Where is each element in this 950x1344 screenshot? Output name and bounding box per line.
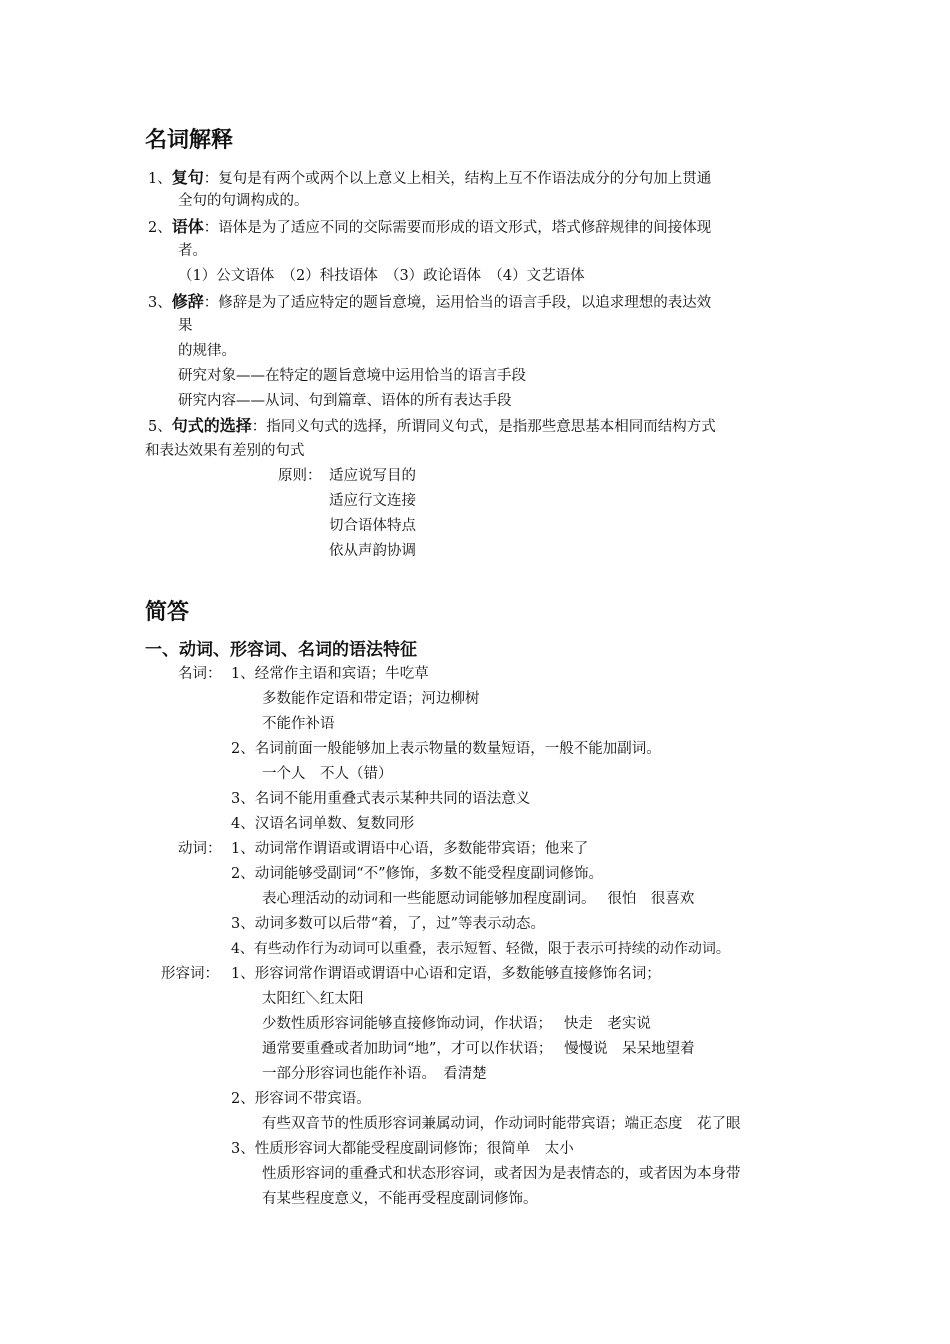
noun-point: 1、经常作主语和宾语；牛吃草 [231,666,429,682]
adjective-point: 一部分形容词也能作补语。 看清楚 [262,1066,487,1082]
verb-point: 2、动词能够受副词“不”修饰，多数不能受程度副词修饰。 [231,866,604,882]
verb-point: 3、动词多数可以后带“着，了，过”等表示动态。 [231,916,546,932]
item-number: 3、 [148,295,172,311]
noun-point: 一个人 不人（错） [262,766,393,782]
principle-item: 切合语体特点 [329,518,416,534]
principle-item: 依从声韵协调 [329,543,416,559]
definition-continuation: 和表达效果有差别的句式 [145,443,305,459]
research-object-line: 研究对象——在特定的题旨意境中运用恰当的语言手段 [178,368,526,384]
noun-point: 4、汉语名词单数、复数同形 [231,816,415,832]
glossary-item-register [148,216,711,239]
term-definition: ：修辞是为了适应特定的题旨意境，运用恰当的语言手段，以追求理想的表达效 [203,295,712,311]
adjective-point: 2、形容词不带宾语。 [231,1091,371,1107]
section-title-short-answer: 简答 [145,600,190,625]
section-title-glossary: 名词解释 [145,128,234,153]
adjective-point: 1、形容词常作谓语或谓语中心语和定语，多数能够直接修饰名词； [231,966,661,982]
register-types-line: （1）公文语体 （2）科技语体 （3）政论语体 （4）文艺语体 [178,268,585,284]
definition-continuation: 者。 [178,243,207,259]
glossary-item-rhetoric [148,291,711,314]
glossary-item-sentence-choice [148,415,716,438]
item-number: 1、 [148,171,172,187]
term-label: 修辞 [171,292,204,311]
noun-point: 2、名词前面一般能够加上表示物量的数量短语，一般不能加副词。 [231,741,661,757]
adjective-point: 太阳红＼红太阳 [262,991,364,1007]
principle-label: 原则： [278,468,322,484]
adjective-point: 通常要重叠或者加助词“地”，才可以作状语； 慢慢说 呆呆地望着 [262,1041,695,1057]
noun-point: 多数能作定语和带定语；河边柳树 [262,691,480,707]
term-label: 语体 [171,217,204,236]
definition-continuation: 全句的句调构成的。 [178,193,309,209]
research-content-line: 研究内容——从词、句到篇章、语体的所有表达手段 [178,393,512,409]
term-definition: ：指同义句式的选择，所谓同义句式，是指那些意思基本相同而结构方式 [251,419,716,435]
principle-item: 适应说写目的 [329,468,416,484]
term-definition: ：复句是有两个或两个以上意义上相关，结构上互不作语法成分的分句加上贯通 [203,171,712,187]
adjective-point: 有些双音节的性质形容词兼属动词，作动词时能带宾语；端正态度 花了眼 [262,1116,741,1132]
adjective-point: 性质形容词的重叠式和状态形容词，或者因为是表情态的，或者因为本身带 [262,1166,741,1182]
noun-label: 名词： [178,666,222,682]
adjective-label: 形容词： [161,966,219,982]
item-number: 5、 [148,419,172,435]
verb-point: 4、有些动作行为动词可以重叠，表示短暂、轻微，限于表示可持续的动作动词。 [231,941,730,957]
verb-label: 动词： [178,841,222,857]
adjective-point: 有某些程度意义，不能再受程度副词修饰。 [262,1191,538,1207]
verb-point: 1、动词常作谓语或谓语中心语，多数能带宾语；他来了 [231,841,589,857]
noun-point: 3、名词不能用重叠式表示某种共同的语法意义 [231,791,531,807]
item-number: 2、 [148,220,172,236]
term-definition: ：语体是为了适应不同的交际需要而形成的语文形式，塔式修辞规律的间接体现 [203,220,712,236]
glossary-item-complex-sentence [148,167,711,190]
adjective-point: 少数性质形容词能够直接修饰动词，作状语； 快走 老实说 [262,1016,651,1032]
verb-point: 表心理活动的动词和一些能愿动词能够加程度副词。 很怕 很喜欢 [262,891,695,907]
term-label: 复句 [171,168,204,187]
definition-continuation: 的规律。 [178,343,236,359]
question-heading: 一、动词、形容词、名词的语法特征 [145,640,417,660]
principle-item: 适应行文连接 [329,493,416,509]
noun-point: 不能作补语 [262,716,335,732]
adjective-point: 3、性质形容词大都能受程度副词修饰；很简单 太小 [231,1141,574,1157]
term-label: 句式的选择 [171,416,252,435]
definition-continuation: 果 [178,318,193,334]
